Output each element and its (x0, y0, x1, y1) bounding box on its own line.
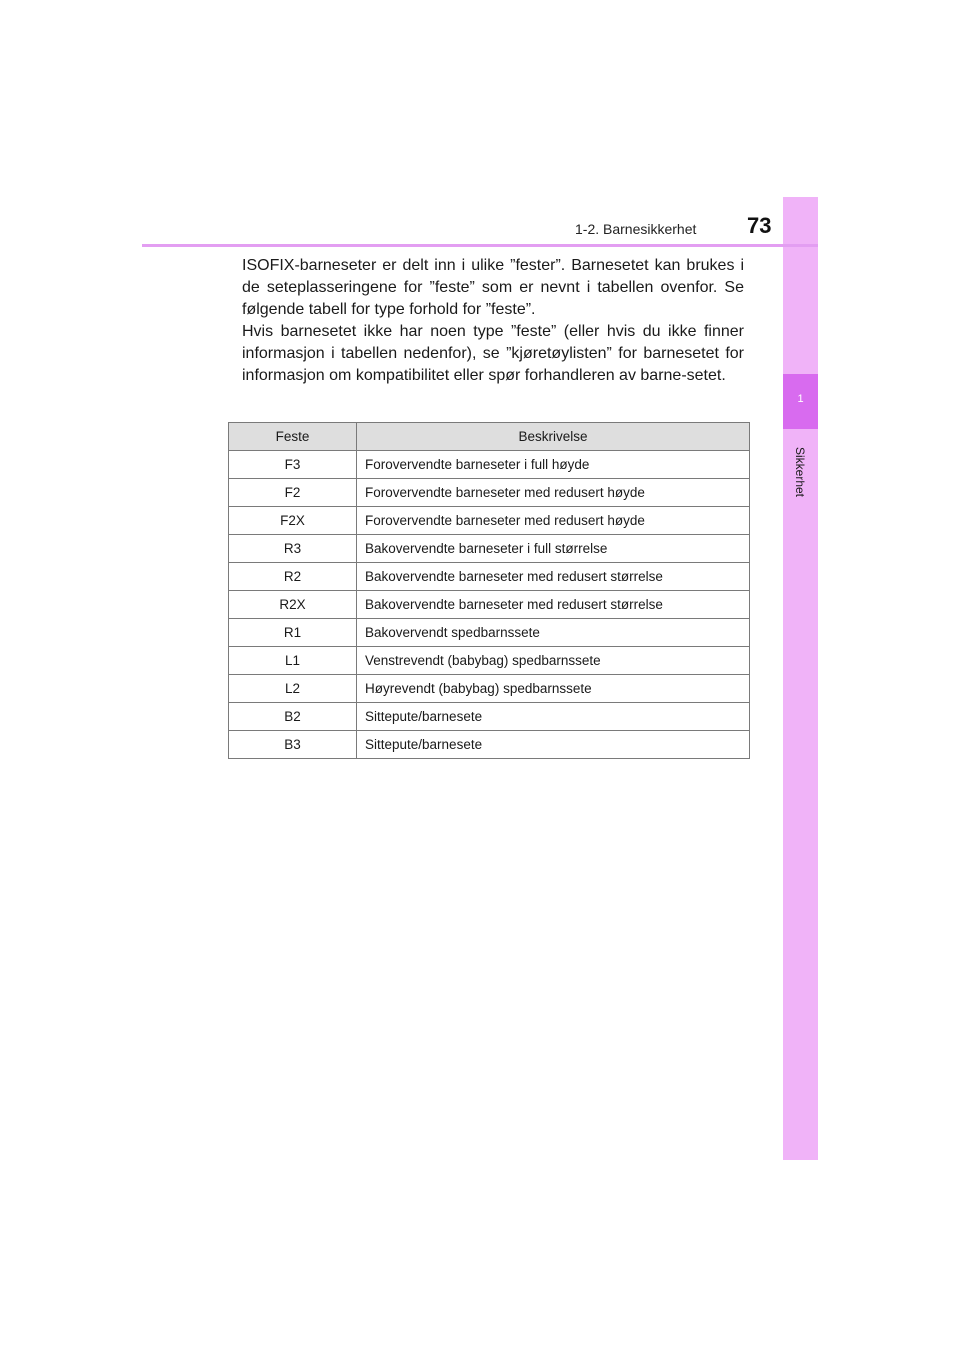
header-rule (142, 244, 818, 247)
table-row (229, 703, 750, 731)
paragraph-compatibility: Hvis barnesetet ikke har noen type ”feste” (eller hvis du ikke finner informasjon i tabellen nedenfor), se ”kjøretøylisten” for barnesetet for informasjon om kompatibilitet eller spør forhandleren av barne-setet. (242, 323, 744, 384)
table-row (229, 535, 750, 563)
feste-description: Forovervendte barneseter med redusert høyde (357, 507, 750, 535)
table-row (229, 647, 750, 675)
feste-description: Høyrevendt (babybag) spedbarnssete (357, 675, 750, 703)
table-row (229, 479, 750, 507)
feste-code: R2 (229, 563, 357, 591)
column-header-beskrivelse: Beskrivelse (357, 423, 750, 451)
feste-description: Sittepute/barnesete (357, 703, 750, 731)
feste-description: Bakovervendt spedbarnssete (357, 619, 750, 647)
feste-code: R1 (229, 619, 357, 647)
feste-code: R2X (229, 591, 357, 619)
feste-description: Forovervendte barneseter med redusert høyde (357, 479, 750, 507)
table-row (229, 731, 750, 759)
feste-description: Bakovervendte barneseter i full størrelse (357, 535, 750, 563)
column-header-feste: Feste (229, 423, 357, 451)
feste-code: F3 (229, 451, 357, 479)
table-row (229, 619, 750, 647)
table-row (229, 507, 750, 535)
section-title: 1-2. Barnesikkerhet (575, 221, 697, 237)
feste-code: L1 (229, 647, 357, 675)
feste-description: Bakovervendte barneseter med redusert størrelse (357, 563, 750, 591)
paragraph-intro: ISOFIX-barneseter er delt inn i ulike ”fester”. Barnesetet kan brukes i de seteplasseringene for ”feste” som er nevnt i tabellen ovenfor. Se følgende tabell for type forhold for ”feste”. (242, 257, 744, 318)
table-row (229, 563, 750, 591)
table-row (229, 591, 750, 619)
feste-code: B3 (229, 731, 357, 759)
table-row (229, 451, 750, 479)
feste-code: B2 (229, 703, 357, 731)
feste-table (228, 422, 750, 759)
feste-description: Sittepute/barnesete (357, 731, 750, 759)
feste-code: R3 (229, 535, 357, 563)
chapter-side-tab (783, 197, 818, 1160)
feste-code: F2X (229, 507, 357, 535)
table-header-row (229, 423, 750, 451)
chapter-number: 1 (797, 393, 804, 405)
feste-description: Bakovervendte barneseter med redusert størrelse (357, 591, 750, 619)
table-row (229, 675, 750, 703)
page-number: 73 (747, 213, 772, 238)
feste-code: F2 (229, 479, 357, 507)
chapter-label: Sikkerhet (793, 446, 807, 498)
feste-code: L2 (229, 675, 357, 703)
feste-description: Venstrevendt (babybag) spedbarnssete (357, 647, 750, 675)
feste-description: Forovervendte barneseter i full høyde (357, 451, 750, 479)
chapter-tab-active[interactable] (783, 374, 818, 429)
